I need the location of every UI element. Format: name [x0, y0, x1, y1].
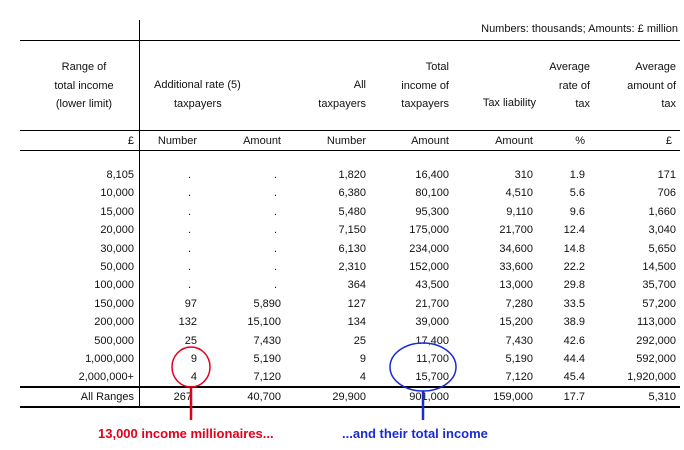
cell-range: 2,000,000+ [78, 371, 134, 384]
cell-additional-amount: 7,120 [253, 371, 281, 384]
cell-average-rate: 14.8 [563, 242, 585, 255]
cell-additional-amount: 5,890 [253, 297, 281, 310]
header-tax-liability: Tax liability [482, 97, 536, 109]
cell-all-taxpayers: 5,480 [338, 205, 366, 218]
cell-additional-amount: . [273, 279, 277, 292]
cell-additional-amount: . [273, 224, 277, 237]
cell-average-amount: 592,000 [636, 353, 676, 365]
millionaires-annotation: 13,000 income millionaires... [98, 426, 274, 441]
cell-additional-amount: . [273, 242, 277, 255]
cell-total-income: 21,700 [415, 297, 449, 310]
total-avg: 5,310 [648, 391, 676, 403]
total-all: 29,900 [332, 391, 366, 403]
cell-all-taxpayers: 6,380 [338, 187, 366, 200]
total-income-circle [390, 343, 456, 391]
cell-all-taxpayers: 7,150 [338, 224, 366, 237]
header-total-income: Total income of taxpayers [401, 61, 449, 110]
cell-additional-amount: 15,100 [247, 316, 281, 329]
cell-average-amount: 1,920,000 [627, 371, 676, 384]
header-additional-rate: Additional rate (5) taxpayers [154, 79, 241, 110]
unit-avg: £ [665, 135, 672, 147]
cell-additional-number: . [187, 279, 191, 292]
cell-tax-liability: 7,280 [505, 297, 533, 310]
cell-total-income: 39,000 [415, 316, 449, 329]
cell-all-taxpayers: 4 [359, 371, 366, 384]
cell-total-income: 15,700 [415, 371, 449, 384]
total-income: 901,000 [409, 391, 449, 403]
cell-range: 15,000 [100, 205, 134, 218]
cell-tax-liability: 310 [514, 169, 533, 181]
cell-additional-amount: 5,190 [253, 353, 281, 365]
cell-additional-number: 132 [178, 316, 197, 329]
cell-total-income: 234,000 [409, 242, 449, 255]
cell-average-amount: 3,040 [648, 224, 676, 237]
cell-additional-number: 97 [184, 297, 197, 310]
cell-additional-number: 25 [184, 334, 197, 347]
header-all-taxpayers: All taxpayers [318, 79, 366, 110]
cell-average-amount: 35,700 [642, 279, 676, 292]
cell-additional-number: . [187, 169, 191, 181]
cell-additional-number: 9 [190, 353, 197, 365]
cell-range: 1,000,000 [85, 353, 134, 365]
cell-average-rate: 33.5 [563, 297, 585, 310]
cell-tax-liability: 13,000 [499, 279, 533, 292]
header-average-rate: Average rate of tax [549, 61, 590, 110]
cell-additional-number: 4 [190, 371, 197, 384]
cell-all-taxpayers: 6,130 [338, 242, 366, 255]
cell-all-taxpayers: 25 [353, 334, 366, 347]
cell-additional-amount: . [273, 205, 277, 218]
cell-average-amount: 1,660 [648, 205, 676, 218]
cell-additional-amount: . [273, 169, 277, 181]
cell-range: 200,000 [94, 316, 134, 329]
cell-average-amount: 5,650 [648, 242, 676, 255]
cell-tax-liability: 5,190 [505, 353, 533, 365]
cell-additional-number: . [187, 224, 191, 237]
cell-average-amount: 14,500 [642, 261, 676, 273]
cell-all-taxpayers: 134 [347, 316, 366, 329]
cell-average-rate: 9.6 [569, 205, 585, 218]
cell-average-rate: 42.6 [563, 334, 585, 347]
cell-range: 50,000 [100, 261, 134, 273]
cell-additional-number: . [187, 242, 191, 255]
cell-total-income: 11,700 [416, 353, 449, 365]
cell-total-income: 175,000 [409, 224, 449, 237]
header-average-amount: Average amount of tax [627, 61, 676, 110]
cell-range: 100,000 [94, 279, 134, 292]
cell-tax-liability: 34,600 [499, 242, 533, 255]
cell-average-rate: 38.9 [563, 316, 585, 329]
cell-average-amount: 171 [657, 169, 676, 181]
header-range: Range of total income (lower limit) [54, 61, 114, 110]
cell-additional-number: . [187, 205, 191, 218]
cell-tax-liability: 9,110 [506, 205, 533, 218]
unit-add-amount: Amount [243, 135, 281, 147]
cell-additional-amount: 7,430 [253, 334, 281, 347]
total-add-amt: 40,700 [247, 391, 281, 403]
cell-additional-amount: . [273, 187, 277, 200]
cell-all-taxpayers: 127 [347, 297, 366, 310]
total-income-annotation: ...and their total income [342, 426, 488, 441]
cell-average-rate: 5.6 [569, 187, 585, 200]
unit-total-amount: Amount [411, 135, 449, 147]
cell-tax-liability: 33,600 [499, 261, 533, 273]
cell-average-rate: 22.2 [563, 261, 585, 273]
unit-all-number: Number [326, 135, 366, 147]
total-rate: 17.7 [563, 391, 585, 403]
unit-range: £ [127, 135, 134, 147]
cell-total-income: 95,300 [415, 205, 449, 218]
cell-total-income: 152,000 [409, 261, 449, 273]
cell-all-taxpayers: 364 [347, 279, 366, 292]
cell-average-amount: 706 [657, 187, 676, 200]
cell-average-rate: 44.4 [563, 353, 585, 365]
cell-average-rate: 1.9 [569, 169, 585, 181]
cell-range: 8,105 [106, 169, 134, 181]
cell-all-taxpayers: 2,310 [338, 261, 366, 273]
cell-range: 150,000 [94, 297, 134, 310]
total-add-num: 267 [173, 391, 192, 403]
cell-all-taxpayers: 1,820 [338, 169, 366, 181]
cell-average-amount: 113,000 [637, 316, 676, 329]
cell-tax-liability: 4,510 [505, 187, 533, 200]
cell-additional-number: . [187, 187, 191, 200]
cell-additional-number: . [187, 261, 191, 273]
cell-average-amount: 292,000 [636, 334, 676, 347]
units-note: Numbers: thousands; Amounts: £ million [481, 23, 678, 35]
cell-average-rate: 12.4 [563, 224, 585, 237]
cell-tax-liability: 7,120 [505, 371, 533, 384]
cell-total-income: 43,500 [415, 279, 449, 292]
cell-tax-liability: 15,200 [499, 316, 533, 329]
cell-average-rate: 45.4 [563, 371, 585, 384]
cell-additional-amount: . [273, 261, 277, 273]
cell-average-amount: 57,200 [642, 297, 676, 310]
cell-total-income: 17,400 [415, 334, 449, 347]
unit-tax-amount: Amount [495, 135, 533, 147]
total-range: All Ranges [80, 391, 134, 403]
millionaires-circle [172, 347, 210, 387]
unit-add-number: Number [157, 135, 197, 147]
cell-all-taxpayers: 9 [359, 353, 366, 365]
cell-tax-liability: 21,700 [499, 224, 533, 237]
cell-tax-liability: 7,430 [505, 334, 533, 347]
cell-range: 10,000 [100, 187, 134, 200]
cell-total-income: 80,100 [415, 187, 449, 200]
cell-average-rate: 29.8 [563, 279, 585, 292]
unit-rate: % [575, 135, 585, 147]
cell-range: 500,000 [94, 334, 134, 347]
cell-range: 30,000 [100, 242, 134, 255]
total-tax: 159,000 [493, 391, 533, 403]
cell-range: 20,000 [100, 224, 134, 237]
cell-total-income: 16,400 [415, 169, 449, 181]
